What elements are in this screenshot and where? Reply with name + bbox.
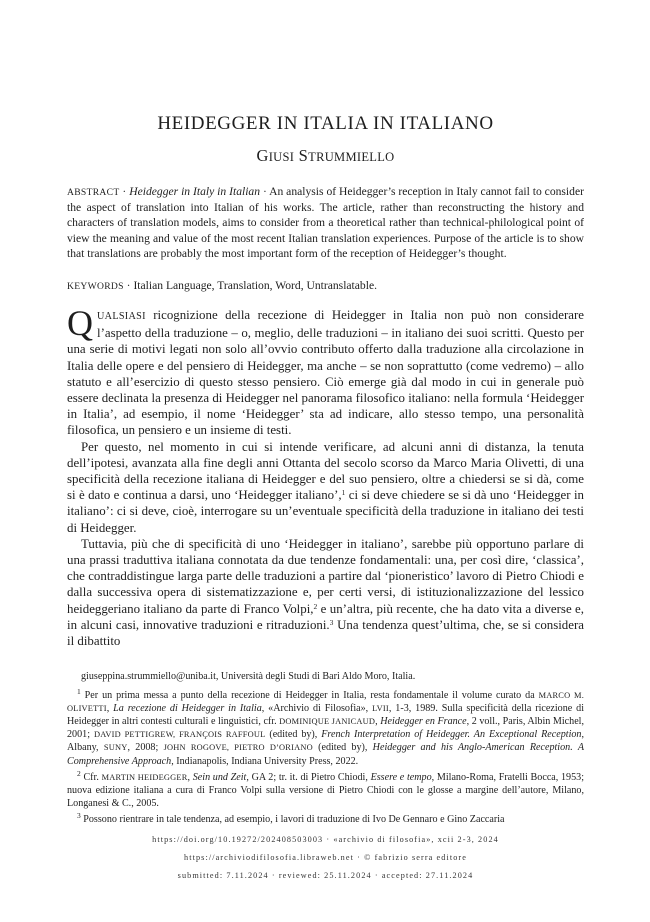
footnote-ref-1[interactable]: 1: [341, 488, 346, 498]
article-body: [67, 303, 585, 649]
fn1-i: , Indianapolis, Indiana University Press, 2022.: [171, 755, 359, 767]
body-paragraph-3-text-a: Tuttavia, più che di specificità di uno ‘Heidegger in italiano’, sarebbe più opportuno parlare di una prassi traduttiva italiana connotata da due tendenze fondamentali: una, per così dire, ‘classica’, che contraddistingue larga parte delle traduzioni a partire dal ‘pioneristico’ lavoro di Pietro Chiodi e dalla successiva opera di sistematizzazione e, per certi versi, di istituzionalizzazione del lessico heideggeriano italiano da parte di Franco Volpi,: [67, 536, 584, 616]
footer-doi-line[interactable]: https://doi.org/10.19272/202408503003 · «archivio di filosofia», xcii 2-3, 2024: [152, 835, 499, 844]
drop-cap: Q: [67, 303, 93, 343]
body-paragraph-3: [67, 536, 584, 649]
fn1-rogove: JOHN ROGOVE, PIETRO D’ORIANO: [163, 743, 313, 753]
keywords-separator: ·: [123, 279, 134, 292]
abstract-title: Heidegger in Italy in Italian: [129, 185, 261, 198]
article-title: HEIDEGGER IN ITALIA IN ITALIANO: [157, 113, 494, 134]
author-affiliation: giuseppina.strummiello@uniba.it, Università degli Studi di Bari Aldo Moro, Italia.: [81, 671, 416, 682]
fn2-c: , Milano-Roma, Fratelli Bocca, 1953; nuova edizione italiana a cura di Franco Volpi sulla versione di Pietro Chiodi con le glosse a margine dell’autore, Milano, Longanesi & C., 2005.: [67, 771, 584, 809]
fn1-janicaud: DOMINIQUE JANICAUD: [279, 717, 376, 727]
footnotes: [67, 670, 584, 829]
fn1-sep1: ,: [106, 703, 114, 715]
body-paragraph-1-text: ricognizione della recezione di Heidegger in Italia non può non considerare l’aspetto della traduzione – o, meglio, delle traduzioni – in italiano dei suoi scritti. Questo per una serie di motivi legati non solo all’ovvio contributo offerto dalla traduzione alla circolazione in Italia delle opere e del pensiero di Heidegger, ma anche – se non soprattutto (come vedremo) – allo statuto e all’esercizio di questo stesso pensiero. Ciò emerge già dal modo in cui in generale può essere declinata la presenza di Heidegger nel panorama filosofico italiano: nella formula ‘Heidegger in Italia’, ad esempio, il nome ‘Heidegger’ sta ad indicare, allo stesso tempo, una personalità filosofica, un pensiero e un insieme di testi.: [67, 308, 584, 438]
author-first-rest: IUSI: [268, 150, 295, 164]
fn1-c: , 1-3, 1989. Sulla specificità della ricezione di Heidegger in altri contesti culturali e linguistici, cfr.: [67, 703, 584, 728]
fn1-g: , 2008;: [127, 742, 164, 754]
footnote-ref-2[interactable]: 2: [313, 601, 318, 611]
footer-website-line[interactable]: https://archiviodifilosofia.libraweb.net · © fabrizio serra editore: [184, 853, 467, 862]
body-paragraph-2-text-b: ci si deve chiedere se si dà uno ‘Heidegger in italiano’: ci si deve, cioè, interrogare su un’eventuale specificità della traduzione in italiano dei testi di Heidegger.: [67, 488, 584, 535]
author-initial-last: S: [298, 146, 309, 165]
fn3-a: Possono rientrare in tale tendenza, ad esempio, i lavori di traduzione di Ivo De Gennaro e Gino Zaccaria: [80, 813, 505, 825]
footnote-3-number: 3: [77, 810, 81, 820]
fn1-h: (edited by),: [312, 742, 373, 754]
body-paragraph-2: [67, 439, 584, 536]
opening-smallcaps: UALSIASI: [97, 311, 146, 322]
fn1-vol: LVII: [372, 704, 389, 714]
fn1-sep2: ,: [375, 716, 381, 728]
fn1-e: (edited by),: [265, 729, 322, 741]
fn1-suny: SUNY: [103, 743, 128, 753]
footnote-2-number: 2: [77, 768, 81, 778]
fn2-heidegger: MARTIN HEIDEGGER: [101, 772, 188, 782]
footnote-ref-3[interactable]: 3: [329, 617, 334, 627]
abstract-label: ABSTRACT: [67, 187, 120, 198]
footnote-1-number: 1: [77, 687, 81, 697]
fn1-title: La recezione di Heidegger in Italia: [113, 703, 262, 715]
body-paragraph-3-text-c: Una tendenza quest’ultima, che, se si considera il dibattito: [67, 617, 584, 649]
abstract-separator: ·: [119, 185, 130, 198]
fn1-title4: Heidegger and his Anglo-American Reception. A Comprehensive Approach: [67, 742, 584, 767]
body-paragraph-3-text-b: e un’altra, più recente, che ha dato vita a diverse e, in alcuni casi, innovative traduzioni e ritraduzioni.: [67, 601, 585, 632]
fn2-sep: ,: [187, 771, 193, 783]
fn1-pettigrew: DAVID PETTIGREW, FRANÇOIS RAFFOUL: [93, 730, 266, 740]
body-paragraph-2-text-a: Per questo, nel momento in cui si intende verificare, ad alcuni anni di distanza, la tenuta dell’ipotesi, avanzata alla fine degli anni Ottanta del secolo scorso da Marco Maria Olivetti, di una specificità della recezione italiana di Heidegger e del suo pensiero, oltre a chiedersi se si dà, come si è dato e continua a darsi, uno ‘Heidegger italiano’,: [67, 439, 584, 503]
fn1-olivetti: MARCO M. OLIVETTI: [67, 691, 584, 714]
body-paragraph-1: [67, 303, 584, 439]
abstract-separator-2: ·: [260, 185, 270, 198]
fn1-title3: French Interpretation of Heidegger. An Exceptional Reception: [321, 729, 582, 741]
keywords-label: KEYWORDS: [67, 281, 124, 292]
fn2-a: Cfr.: [80, 771, 102, 783]
fn1-title2: Heidegger en France: [380, 716, 467, 728]
abstract-text: An analysis of Heidegger’s reception in Italy cannot fail to consider the aspect of translation into Italian of his works. The article, rather than reconstructing the history and characters of translation models, aims to consider from a theoretical rather than technical-philological point of view the meaning and value of the most recent Italian translation experiences. Purpose of the article is to show that translations are probably the most important form of the reception of Heidegger’s thought.: [67, 185, 584, 260]
author-initial-first: G: [256, 146, 269, 165]
fn2-title2: Essere e tempo: [370, 771, 432, 783]
fn1-a: Per un prima messa a punto della recezione di Heidegger in Italia, resta fondamentale il volume curato da: [80, 690, 539, 702]
author-name: [67, 146, 584, 166]
abstract: [67, 184, 584, 261]
fn2-b: , GA 2; tr. it. di Pietro Chiodi,: [246, 771, 371, 783]
keywords: [67, 278, 584, 294]
footnote-2: [67, 768, 584, 810]
author-last-rest: TRUMMIELLO: [308, 150, 395, 164]
keywords-text: Italian Language, Translation, Word, Untranslatable.: [133, 279, 377, 292]
fn2-title: Sein und Zeit: [192, 771, 247, 783]
footnote-3: [67, 810, 584, 826]
footer-dates-line: submitted: 7.11.2024 · reviewed: 25.11.2024 · accepted: 27.11.2024: [177, 871, 474, 880]
fn1-b: , «Archivio di Filosofia»,: [261, 703, 373, 715]
footnote-1: [67, 689, 584, 768]
fn1-d: , 2 voll., Paris, Albin Michel, 2001;: [67, 716, 585, 741]
fn1-f: , Albany,: [67, 729, 585, 754]
